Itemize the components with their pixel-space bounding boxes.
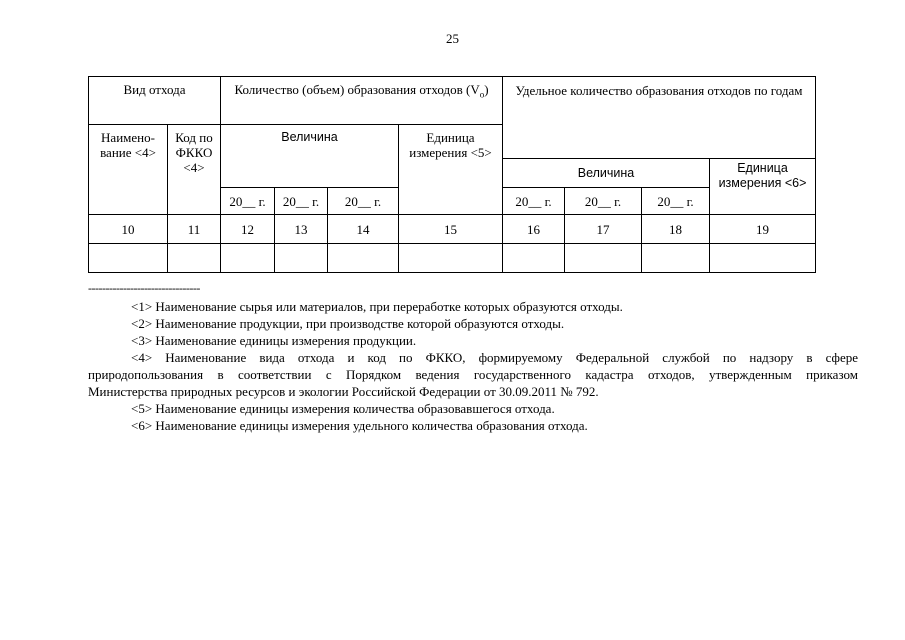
header-specific-quantity: Удельное количество образования отходов по годам <box>503 77 816 159</box>
specific-year-cell: 20__ г. <box>565 188 642 215</box>
empty-data-row <box>89 244 816 273</box>
data-cell <box>168 244 221 273</box>
data-cell <box>642 244 710 273</box>
column-number: 16 <box>503 215 565 244</box>
header-waste-type: Вид отхода <box>89 77 221 125</box>
specific-year-cell: 20__ г. <box>642 188 710 215</box>
column-number: 17 <box>565 215 642 244</box>
footnote-separator: -------------------------------- <box>88 281 200 295</box>
year-cell: 20__ г. <box>328 188 399 215</box>
data-cell <box>399 244 503 273</box>
column-number: 19 <box>710 215 816 244</box>
waste-table <box>88 76 816 273</box>
footnote-3: <3> Наименование единицы измерения продукции. <box>131 333 417 348</box>
data-cell <box>328 244 399 273</box>
data-cell <box>275 244 328 273</box>
column-number: 18 <box>642 215 710 244</box>
header-value: Величина <box>221 125 399 188</box>
header-quantity: Количество (объем) образования отходов $(V_o)$ <box>221 77 503 125</box>
footnotes <box>88 298 858 434</box>
footnote-4-line-3: Министерства природных ресурсов и экологии Российской Федерации от 30.09.2011 № 792. <box>88 384 599 399</box>
column-number: 10 <box>89 215 168 244</box>
column-number-row <box>89 215 816 244</box>
footnote-5: <5> Наименование единицы измерения количества образовавшегося отхода. <box>131 401 555 416</box>
data-cell <box>710 244 816 273</box>
data-cell <box>221 244 275 273</box>
column-number: 11 <box>168 215 221 244</box>
data-cell <box>89 244 168 273</box>
year-cell: 20__ г. <box>275 188 328 215</box>
header-fkko-code: Код по ФККО <4> <box>168 125 221 215</box>
footnote-6: <6> Наименование единицы измерения удельного количества образования отхода. <box>131 418 588 433</box>
header-specific-unit: Единица измерения <6> <box>710 159 816 215</box>
footnote-4-line-1: <4> Наименование вида отхода и код по ФККО, формируемому Федеральной службой по надзору в сфере <box>131 350 858 365</box>
data-cell <box>565 244 642 273</box>
footnote-4-line-2: природопользования в соответствии с Порядком ведения государственного кадастра отходов, утвержденным приказом <box>88 367 858 382</box>
column-number: 13 <box>275 215 328 244</box>
column-number: 14 <box>328 215 399 244</box>
year-cell: 20__ г. <box>221 188 275 215</box>
footnote-2: <2> Наименование продукции, при производстве которой образуются отходы. <box>131 316 565 331</box>
footnote-4 <box>88 349 858 400</box>
data-cell <box>503 244 565 273</box>
column-number: 12 <box>221 215 275 244</box>
specific-year-cell: 20__ г. <box>503 188 565 215</box>
header-specific-value: Величина <box>503 159 710 188</box>
page-number: 25 <box>446 31 459 46</box>
footnote-1: <1> Наименование сырья или материалов, при переработке которых образуются отходы. <box>131 299 623 314</box>
header-unit: Единица измерения <5> <box>399 125 503 215</box>
header-name: Наимено-вание <4> <box>89 125 168 215</box>
column-number: 15 <box>399 215 503 244</box>
